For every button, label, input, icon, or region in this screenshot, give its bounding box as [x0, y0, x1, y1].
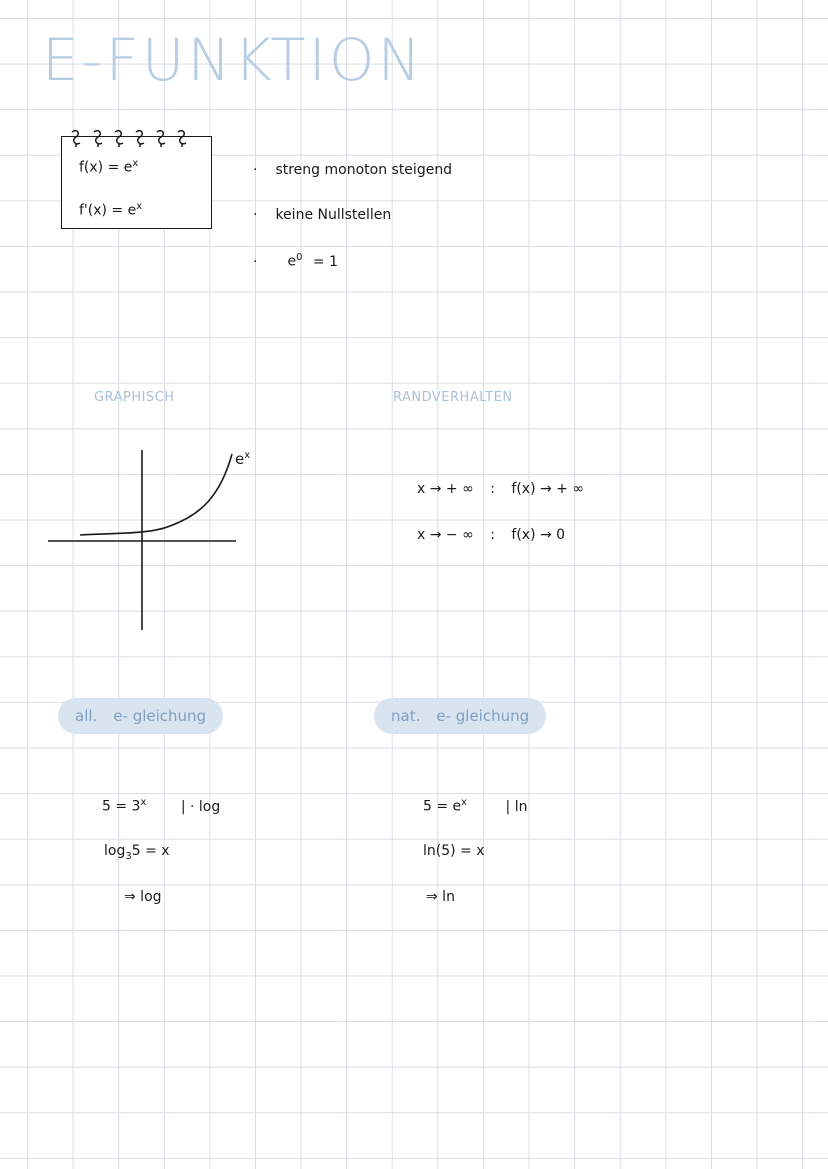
allg-equation-line3: ⇒ log	[124, 889, 162, 905]
section-label-randverhalten: RANDVERHALTEN	[393, 390, 513, 405]
page-title: E-FUNKTION	[42, 26, 424, 94]
exponential-graph	[40, 440, 270, 640]
pill-allgemeine-e-gleichung: all. e- gleichung	[58, 698, 223, 734]
nat-equation-line1: $5 = e^x$ | ln	[423, 797, 528, 815]
spiral-binding-icon	[68, 128, 198, 150]
pill-natuerliche-e-gleichung: nat. e- gleichung	[374, 698, 546, 734]
derivative-definition: $f'(x) = e^x$	[79, 201, 143, 219]
graph-label: $e^x$	[235, 450, 251, 468]
exp-curve	[80, 454, 232, 535]
property-no-zeros: · keine Nullstellen	[253, 207, 392, 223]
allg-equation-line2: $\log_35 = x$	[104, 843, 170, 862]
section-label-graphisch: GRAPHISCH	[94, 390, 175, 405]
property-monotonic: · streng monoton steigend	[253, 162, 453, 178]
function-definition: $f(x) = e^x$	[79, 158, 139, 176]
nat-equation-line3: ⇒ ln	[426, 889, 455, 905]
nat-equation-line2: ln(5) = x	[423, 843, 485, 859]
property-e-zero: · $e^0 = 1$	[253, 252, 338, 270]
limit-row-plus: x → + ∞ : f(x) → + ∞	[417, 481, 585, 497]
allg-equation-line1: $5 = 3^x$ | · log	[102, 797, 221, 815]
limit-row-minus: x → − ∞ : f(x) → 0	[417, 527, 566, 543]
